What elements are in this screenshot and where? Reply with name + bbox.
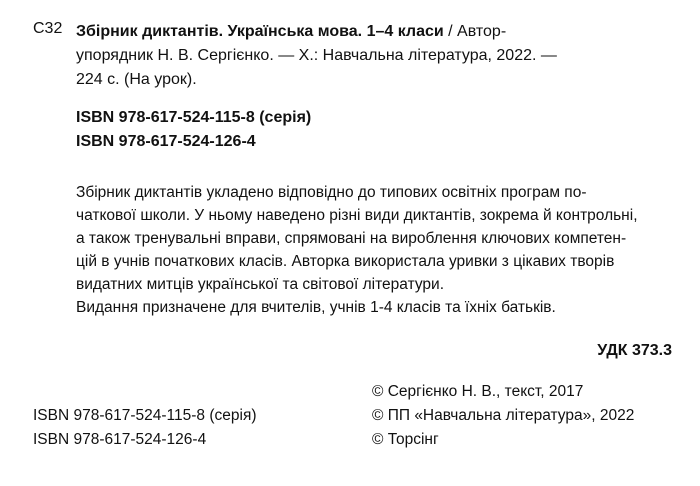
- annotation-line: цій в учнів початкових класів. Авторка використала уривки з цікавих творів: [76, 253, 615, 270]
- annotation-line: видатних митців української та світової літератури.: [76, 276, 445, 293]
- book-title: Збірник диктантів. Українська мова. 1–4 класи: [76, 23, 444, 40]
- catalog-code: С32: [33, 20, 63, 37]
- biblio-line-3: 224 с. (На урок).: [76, 71, 197, 88]
- copyright-line: © Торсінг: [372, 431, 439, 448]
- annotation-line: Збірник диктантів укладено відповідно до типових освітніх програм по-: [76, 184, 587, 201]
- annotation-line: чаткової школи. У ньому наведено різні види диктантів, зокрема й контрольні,: [76, 207, 638, 224]
- bibliographic-record: [76, 20, 676, 92]
- copyright-line: © Сергієнко Н. В., текст, 2017: [372, 383, 584, 400]
- isbn-series: ISBN 978-617-524-115-8 (серія): [33, 407, 257, 424]
- biblio-line-1: [76, 20, 676, 44]
- isbn-block-bottom: [33, 404, 257, 452]
- copyright-block: [372, 380, 634, 452]
- isbn-block-top: [76, 106, 311, 154]
- annotation: [76, 181, 676, 296]
- author-prefix: / Автор-: [443, 23, 507, 40]
- audience-note: Видання призначене для вчителів, учнів 1-4 класів та їхніх батьків.: [76, 299, 556, 316]
- copyright-line: © ПП «Навчальна література», 2022: [372, 407, 635, 424]
- isbn-volume: ISBN 978-617-524-126-4: [76, 133, 256, 150]
- isbn-series: ISBN 978-617-524-115-8 (серія): [76, 109, 312, 126]
- annotation-line: а також тренувальні вправи, спрямовані на вироблення ключових компетен-: [76, 230, 627, 247]
- isbn-volume: ISBN 978-617-524-126-4: [33, 431, 207, 448]
- biblio-line-2: упорядник Н. В. Сергієнко. — Х.: Навчальна література, 2022. —: [76, 47, 557, 64]
- udk-code: УДК 373.3: [597, 342, 672, 359]
